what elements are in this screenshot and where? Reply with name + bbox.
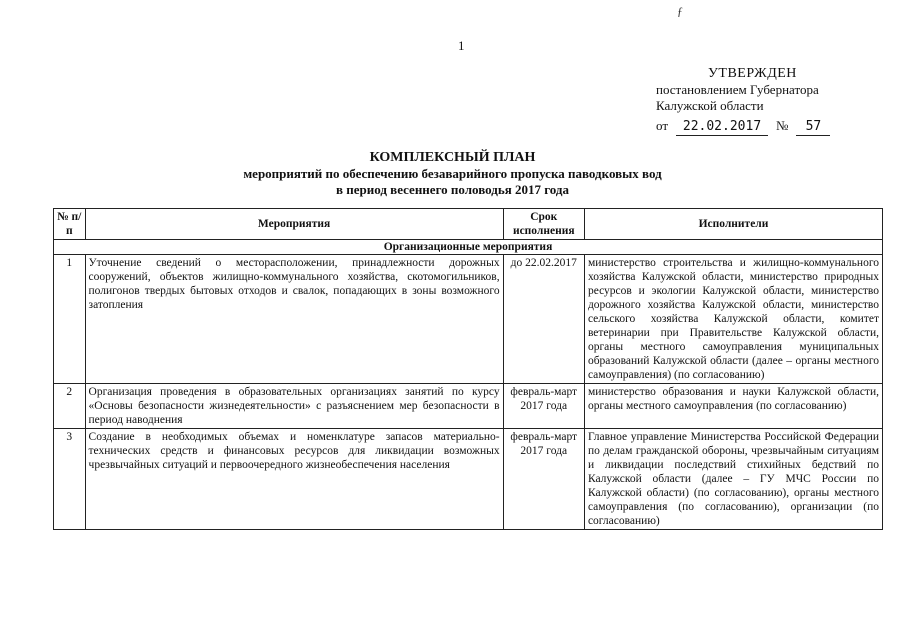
row-num: 1: [54, 255, 86, 384]
approval-heading: УТВЕРЖДЕН: [708, 66, 797, 81]
header-activity: Мероприятия: [85, 209, 503, 240]
title-line-2: мероприятий по обеспечению безаварийного пропуска паводковых вод: [243, 166, 662, 181]
row-num: 2: [54, 384, 86, 429]
table-row: [54, 429, 883, 530]
row-activity: Создание в необходимых объемах и номенклатуре запасов материально-технических средств и финансовых ресурсов для ликвидации возможных чрезвычайных ситуаций и первоочередного жизнеобеспечения населения: [85, 429, 503, 530]
title-line-1: КОМПЛЕКСНЫЙ ПЛАН: [369, 150, 536, 165]
row-num: 3: [54, 429, 86, 530]
section-title: Организационные мероприятия: [54, 240, 883, 255]
row-executors: Главное управление Министерства Российской Федерации по делам гражданской обороны, чрезвычайным ситуациям и ликвидации последствий стихийных бедствий по Калужской области (далее – ГУ МЧС России по Калужской области) (по согласованию), органы местного самоуправления (по согласованию), организации (по согласованию): [584, 429, 882, 530]
from-label: от: [656, 118, 669, 133]
number-label: №: [776, 118, 789, 133]
header-num: № п/п: [54, 209, 86, 240]
approval-date: 22.02.2017: [676, 119, 768, 136]
table-row: [54, 255, 883, 384]
row-activity: Уточнение сведений о месторасположении, принадлежности дорожных сооружений, объектов жилищно-коммунального хозяйства, скотомогильников, полигонов твердых бытовых отходов и свалок, попадающих в зоны возможного затопления: [85, 255, 503, 384]
approval-line-1: постановлением Губернатора: [656, 82, 819, 97]
plan-table: [53, 208, 883, 530]
row-term: февраль-март 2017 года: [503, 429, 584, 530]
row-executors: министерство строительства и жилищно-коммунального хозяйства Калужской области, министерство природных ресурсов и экологии Калужской области, министерство дорожного хозяйства Калужской области, министерство сельского хозяйства Калужской области, комитет ветеринарии при Правительстве Калужской области, органы местного самоуправления муниципальных образований Калужской области (далее – органы местного самоуправления) (по согласованию): [584, 255, 882, 384]
header-term: Срок исполнения: [503, 209, 584, 240]
row-executors: министерство образования и науки Калужской области, органы местного самоуправления (по согласованию): [584, 384, 882, 429]
section-row: [54, 240, 883, 255]
title-line-3: в период весеннего половодья 2017 года: [335, 182, 570, 197]
table-row: [54, 384, 883, 429]
header-executors: Исполнители: [584, 209, 882, 240]
corner-mark: ƒ: [677, 4, 683, 18]
approval-date-line: [656, 118, 878, 136]
approval-number: 57: [796, 119, 830, 136]
table-header-row: [54, 209, 883, 240]
row-term: до 22.02.2017: [503, 255, 584, 384]
document-title: [0, 150, 905, 198]
approval-line-2: Калужской области: [656, 98, 764, 113]
row-activity: Организация проведения в образовательных организациях занятий по курсу «Основы безопасности жизнедеятельности» с разъяснением мер безопасности в период наводнения: [85, 384, 503, 429]
approval-block: [648, 66, 878, 136]
row-term: февраль-март 2017 года: [503, 384, 584, 429]
page-number: 1: [458, 38, 465, 53]
